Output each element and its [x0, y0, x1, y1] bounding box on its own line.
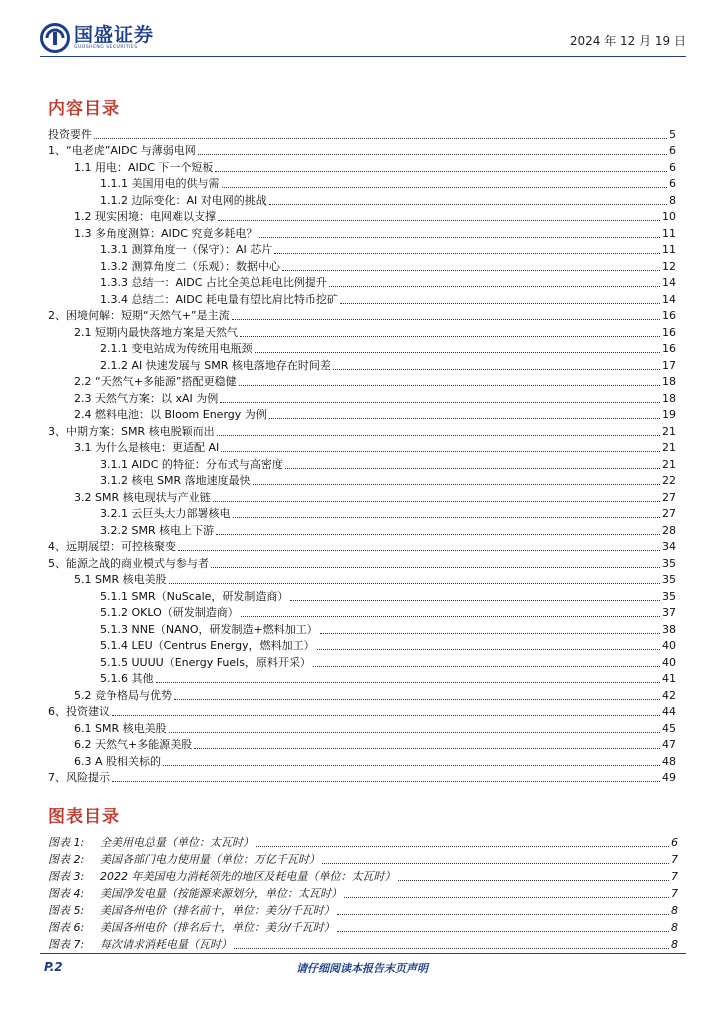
- toc-entry-title: 投资要件: [48, 127, 92, 141]
- dot-leader: [259, 237, 660, 238]
- toc-entry[interactable]: [48, 653, 676, 670]
- toc-entry-page: 40: [662, 639, 676, 652]
- toc-entry-page: 41: [662, 672, 676, 685]
- toc-entry[interactable]: [48, 752, 676, 769]
- toc-entry[interactable]: [48, 505, 676, 522]
- toc-entry-page: 45: [662, 721, 676, 735]
- dot-leader: [169, 583, 660, 584]
- toc-entry-page: 27: [662, 507, 676, 520]
- toc-entry-page: 16: [662, 325, 676, 339]
- toc-entry[interactable]: [48, 455, 676, 472]
- figure-list-title: 图表目录: [48, 807, 120, 827]
- dot-leader: [333, 369, 660, 370]
- toc-entry-title: 6.3 A 股相关标的: [74, 754, 162, 768]
- toc-entry-page: 19: [662, 408, 676, 421]
- figure-entry[interactable]: [48, 833, 678, 850]
- toc-entry[interactable]: [48, 290, 676, 307]
- dot-leader: [163, 765, 660, 766]
- figure-entry[interactable]: [48, 884, 678, 901]
- toc-entry-title: 2.3 天然气方案：以 xAI 为例: [74, 391, 219, 405]
- dot-leader: [313, 666, 660, 667]
- table-of-contents: [48, 125, 676, 785]
- dot-leader: [232, 319, 660, 320]
- dot-leader: [211, 567, 660, 568]
- dot-leader: [233, 517, 661, 518]
- dot-leader: [222, 187, 668, 188]
- toc-entry-title: 2.4 燃料电池：以 Bloom Energy 为例: [74, 408, 267, 421]
- toc-entry-title: 1.1.1 美国用电的供与需: [100, 177, 220, 190]
- toc-entry-title: 2、困境何解：短期“天然气+”是主流: [48, 309, 230, 322]
- dot-leader: [322, 863, 669, 864]
- dot-leader: [241, 616, 660, 617]
- toc-entry-title: 5.1.5 UUUU（Energy Fuels，原料开采）: [100, 655, 311, 669]
- toc-entry-title: 4、远期展望：可控核聚变: [48, 540, 176, 553]
- dot-leader: [337, 931, 669, 932]
- toc-entry-title: 3、中期方案：SMR 核电脱颖而出: [48, 424, 215, 438]
- dot-leader: [285, 468, 660, 469]
- dot-leader: [255, 352, 661, 353]
- dot-leader: [282, 270, 660, 271]
- dot-leader: [290, 600, 660, 601]
- toc-entry-title: 5.1.3 NNE（NANO，研发制造+燃料加工）: [100, 622, 318, 636]
- toc-entry-page: 17: [662, 358, 676, 372]
- dot-leader: [215, 171, 667, 172]
- page-header: [40, 18, 686, 56]
- figure-entry[interactable]: [48, 918, 678, 935]
- toc-entry-title: 3.1.2 核电 SMR 落地速度最快: [100, 474, 251, 487]
- page-number: P.2: [44, 960, 63, 974]
- toc-entry[interactable]: [48, 472, 676, 489]
- toc-entry[interactable]: [48, 175, 676, 192]
- toc-entry-page: 27: [662, 490, 676, 504]
- toc-entry[interactable]: [48, 274, 676, 291]
- dot-leader: [217, 435, 660, 436]
- toc-entry-page: 38: [662, 622, 676, 636]
- figure-entry-label: 图表 5:: [48, 904, 85, 917]
- dot-leader: [94, 138, 667, 139]
- logo-english-name: GUOSHENG SECURITIES: [74, 45, 138, 50]
- company-logo: [40, 22, 154, 54]
- footer-divider: [40, 953, 686, 954]
- toc-entry-page: 35: [662, 556, 676, 570]
- dot-leader: [112, 715, 660, 716]
- dot-leader: [240, 336, 660, 337]
- figure-entry-title: 美国各州电价（排名后十，单位：美分/千瓦时）: [100, 921, 335, 934]
- dot-leader: [253, 484, 660, 485]
- toc-entry-title: 1.2 现实困境：电网难以支撑: [74, 210, 216, 223]
- figure-entry-page: 7: [671, 853, 678, 866]
- toc-entry[interactable]: [48, 736, 676, 753]
- toc-entry-title: 5.2 竞争格局与优势: [74, 688, 172, 702]
- toc-entry[interactable]: [48, 719, 676, 736]
- toc-entry-title: 1.3 多角度测算：AIDC 究竟多耗电？: [74, 226, 258, 240]
- figure-entry[interactable]: [48, 901, 678, 918]
- toc-entry-page: 48: [662, 754, 676, 768]
- logo-chinese-name: 国盛证券: [74, 24, 155, 46]
- toc-entry-title: 1.1.2 边际变化：AI 对电网的挑战: [100, 193, 267, 207]
- figure-entry[interactable]: [48, 867, 678, 884]
- dot-leader: [216, 534, 660, 535]
- figure-entry-title: 美国净发电量（按能源来源划分，单位：太瓦时）: [100, 887, 342, 900]
- figure-list: [48, 833, 678, 952]
- toc-entry-page: 42: [662, 688, 676, 702]
- toc-entry-page: 35: [662, 589, 676, 603]
- header-divider: [40, 56, 686, 57]
- toc-entry-page: 28: [662, 523, 676, 537]
- toc-entry[interactable]: [48, 241, 676, 258]
- toc-entry-title: 1.3.4 总结二：AIDC 耗电量有望比肩比特币挖矿: [100, 292, 338, 306]
- figure-entry-page: 7: [671, 887, 678, 900]
- dot-leader: [269, 204, 667, 205]
- toc-entry[interactable]: [48, 604, 676, 621]
- toc-entry-page: 35: [662, 573, 676, 586]
- dot-leader: [213, 501, 660, 502]
- figure-entry-page: 8: [671, 904, 678, 917]
- toc-entry-page: 44: [662, 705, 676, 718]
- toc-entry-page: 6: [669, 160, 676, 174]
- toc-entry[interactable]: [48, 373, 676, 390]
- dot-leader: [344, 897, 669, 898]
- dot-leader: [174, 699, 660, 700]
- toc-entry-page: 11: [662, 243, 676, 256]
- toc-entry[interactable]: [48, 125, 676, 142]
- toc-entry-title: 3.2 SMR 核电现状与产业链: [74, 490, 211, 504]
- figure-entry-label: 图表 4:: [48, 887, 85, 900]
- toc-entry-title: 6、投资建议: [48, 705, 110, 718]
- toc-entry-page: 21: [662, 424, 676, 438]
- dot-leader: [340, 303, 660, 304]
- toc-entry[interactable]: [48, 406, 676, 423]
- figure-entry-page: 8: [671, 938, 678, 951]
- toc-entry-title: 1.3.1 测算角度一（保守）：AI 芯片: [100, 243, 273, 256]
- figure-entry-title: 2022 年美国电力消耗领先的地区及耗电量（单位：太瓦时）: [100, 870, 396, 883]
- toc-entry-page: 18: [662, 391, 676, 405]
- toc-entry[interactable]: [48, 554, 676, 571]
- toc-entry[interactable]: [48, 439, 676, 456]
- toc-entry[interactable]: [48, 587, 676, 604]
- toc-entry-page: 22: [662, 474, 676, 487]
- toc-entry-page: 16: [662, 309, 676, 322]
- toc-entry-page: 37: [662, 606, 676, 619]
- toc-entry[interactable]: [48, 703, 676, 720]
- toc-entry-page: 5: [669, 127, 676, 141]
- figure-entry[interactable]: [48, 850, 678, 867]
- toc-entry-title: 3.2.2 SMR 核电上下游: [100, 523, 215, 537]
- toc-entry-title: 1.1 用电：AIDC 下一个短板: [74, 160, 214, 174]
- toc-title: 内容目录: [48, 99, 120, 119]
- toc-entry-title: 5.1.2 OKLO（研发制造商）: [100, 606, 239, 619]
- dot-leader: [320, 633, 660, 634]
- dot-leader: [178, 550, 660, 551]
- toc-entry[interactable]: [48, 356, 676, 373]
- dot-leader: [218, 220, 660, 221]
- toc-entry-title: 5.1 SMR 核电美股: [74, 573, 167, 586]
- toc-entry-page: 18: [662, 375, 676, 388]
- toc-entry[interactable]: [48, 769, 676, 786]
- toc-entry-title: 1、“电老虎”AIDC 与薄弱电网: [48, 144, 196, 157]
- toc-entry[interactable]: [48, 571, 676, 588]
- toc-entry-title: 6.2 天然气+多能源美股: [74, 738, 193, 751]
- toc-entry[interactable]: [48, 422, 676, 439]
- figure-entry-title: 美国各部门电力使用量（单位：万亿千瓦时）: [100, 853, 320, 866]
- toc-entry-title: 2.1 短期内最快落地方案是天然气: [74, 325, 238, 339]
- toc-entry-title: 6.1 SMR 核电美股: [74, 721, 167, 735]
- dot-leader: [239, 385, 660, 386]
- toc-entry-page: 34: [662, 540, 676, 553]
- figure-entry-title: 每次请求消耗电量（瓦时）: [100, 938, 232, 951]
- toc-entry[interactable]: [48, 340, 676, 357]
- toc-entry-title: 5、能源之战的商业模式与参与者: [48, 556, 209, 570]
- dot-leader: [234, 948, 669, 949]
- toc-entry-page: 14: [662, 292, 676, 306]
- toc-entry[interactable]: [48, 521, 676, 538]
- dot-leader: [198, 154, 667, 155]
- toc-entry-title: 2.1.1 变电站成为传统用电瓶颈: [100, 342, 253, 355]
- toc-entry-title: 5.1.6 其他: [100, 672, 154, 685]
- dot-leader: [337, 914, 669, 915]
- toc-entry[interactable]: [48, 307, 676, 324]
- figure-entry-label: 图表 3:: [48, 870, 85, 883]
- toc-entry-page: 8: [669, 193, 676, 207]
- toc-entry-title: 5.1.4 LEU（Centrus Energy，燃料加工）: [100, 639, 315, 652]
- toc-entry-title: 3.2.1 云巨头大力部署核电: [100, 507, 231, 520]
- toc-entry-page: 21: [662, 441, 676, 454]
- disclaimer-note: 请仔细阅读本报告末页声明: [296, 962, 428, 975]
- figure-entry-page: 6: [671, 836, 678, 849]
- toc-entry-page: 16: [662, 342, 676, 355]
- toc-entry-page: 40: [662, 655, 676, 669]
- figure-entry-label: 图表 2:: [48, 853, 85, 866]
- toc-entry[interactable]: [48, 208, 676, 225]
- toc-entry-page: 6: [669, 144, 676, 157]
- toc-entry[interactable]: [48, 686, 676, 703]
- toc-entry[interactable]: [48, 637, 676, 654]
- toc-entry[interactable]: [48, 323, 676, 340]
- dot-leader: [220, 402, 660, 403]
- dot-leader: [398, 880, 670, 881]
- toc-entry[interactable]: [48, 389, 676, 406]
- toc-entry[interactable]: [48, 257, 676, 274]
- toc-entry-page: 14: [662, 276, 676, 289]
- dot-leader: [274, 253, 660, 254]
- toc-entry[interactable]: [48, 224, 676, 241]
- toc-entry-page: 12: [662, 259, 676, 273]
- toc-entry[interactable]: [48, 191, 676, 208]
- toc-entry-title: 1.3.2 测算角度二（乐观）：数据中心: [100, 259, 280, 273]
- figure-entry-label: 图表 1:: [48, 836, 85, 849]
- toc-entry-page: 47: [662, 738, 676, 751]
- toc-entry-title: 2.1.2 AI 快速发展与 SMR 核电落地存在时间差: [100, 358, 331, 372]
- toc-entry-title: 2.2 “天然气+多能源”搭配更稳健: [74, 375, 237, 388]
- toc-entry[interactable]: [48, 158, 676, 175]
- toc-entry-title: 3.1.1 AIDC 的特征：分布式与高密度: [100, 457, 283, 471]
- dot-leader: [317, 649, 660, 650]
- report-date: 2024 年 12 月 19 日: [569, 34, 686, 48]
- dot-leader: [269, 418, 660, 419]
- toc-entry[interactable]: [48, 670, 676, 687]
- toc-entry-page: 11: [662, 226, 676, 240]
- dot-leader: [194, 748, 660, 749]
- toc-entry-title: 7、风险提示: [48, 771, 110, 784]
- toc-entry-title: 1.3.3 总结一：AIDC 占比全美总耗电比例提升: [100, 276, 327, 289]
- toc-entry-page: 10: [662, 210, 676, 223]
- toc-entry-page: 49: [662, 771, 676, 784]
- dot-leader: [256, 846, 669, 847]
- figure-entry-page: 7: [671, 870, 678, 883]
- toc-entry[interactable]: [48, 620, 676, 637]
- toc-entry[interactable]: [48, 142, 676, 159]
- toc-entry-title: 3.1 为什么是核电：更适配 AI: [74, 441, 220, 454]
- figure-entry-label: 图表 6:: [48, 921, 85, 934]
- dot-leader: [169, 732, 660, 733]
- toc-entry-page: 6: [669, 177, 676, 190]
- dot-leader: [156, 682, 661, 683]
- toc-entry[interactable]: [48, 488, 676, 505]
- toc-entry-page: 21: [662, 457, 676, 471]
- toc-entry-title: 5.1.1 SMR（NuScale，研发制造商）: [100, 589, 289, 603]
- dot-leader: [221, 451, 660, 452]
- figure-entry-title: 全美用电总量（单位：太瓦时）: [100, 836, 254, 849]
- figure-entry[interactable]: [48, 935, 678, 952]
- figure-entry-title: 美国各州电价（排名前十，单位：美分/千瓦时）: [100, 904, 335, 917]
- logo-emblem-icon: [40, 23, 70, 53]
- figure-entry-page: 8: [671, 921, 678, 934]
- dot-leader: [329, 286, 660, 287]
- toc-entry[interactable]: [48, 538, 676, 555]
- figure-entry-label: 图表 7:: [48, 938, 85, 951]
- dot-leader: [112, 781, 660, 782]
